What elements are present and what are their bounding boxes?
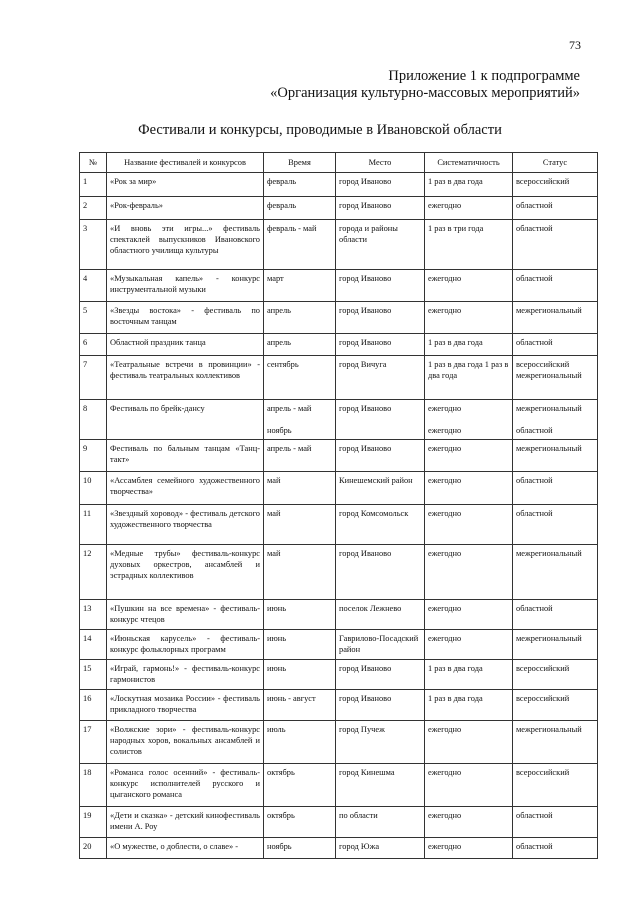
row-number: 16 <box>80 690 107 721</box>
festival-place: город Иваново <box>336 660 425 690</box>
festival-time: ноябрь <box>264 838 336 859</box>
festival-time: июнь <box>264 630 336 660</box>
table-row <box>80 721 598 764</box>
festival-time: июль <box>264 721 336 764</box>
row-number: 1 <box>80 173 107 197</box>
festival-periodicity: ежегодно <box>425 270 513 302</box>
festival-place: город Вичуга <box>336 356 425 400</box>
festival-name: «Музыкальная капель» - конкурс инструментальной музыки <box>107 270 264 302</box>
festival-periodicity: ежегодно <box>425 721 513 764</box>
festival-place: города и районы области <box>336 220 425 270</box>
row-number: 7 <box>80 356 107 400</box>
festival-status: межрегиональный <box>513 630 598 660</box>
festival-place: город Южа <box>336 838 425 859</box>
table-row <box>80 660 598 690</box>
row-number: 4 <box>80 270 107 302</box>
festival-name: «Июньская карусель» - фестиваль-конкурс фольклорных программ <box>107 630 264 660</box>
festival-status: областной <box>513 197 598 220</box>
festival-time: сентябрь <box>264 356 336 400</box>
festival-status: областной <box>513 334 598 356</box>
festival-place: город Пучеж <box>336 721 425 764</box>
table-row <box>80 764 598 807</box>
table-row <box>80 838 598 859</box>
festival-periodicity: ежегодно <box>425 838 513 859</box>
festival-place: город Иваново <box>336 334 425 356</box>
festival-status: всероссийский <box>513 690 598 721</box>
festival-place: город Кинешма <box>336 764 425 807</box>
appendix-header <box>270 68 580 102</box>
festival-status: межрегиональный <box>513 721 598 764</box>
table-row <box>80 630 598 660</box>
festival-status: межрегиональный <box>513 302 598 334</box>
table-row <box>80 302 598 334</box>
festival-name: Фестиваль по брейк-дансу <box>107 400 264 440</box>
festival-name: «Театральные встречи в провинции» - фестиваль театральных коллективов <box>107 356 264 400</box>
festival-periodicity: ежегодно <box>425 302 513 334</box>
festival-time <box>264 400 336 440</box>
festival-status: областной <box>513 505 598 545</box>
festival-time: октябрь <box>264 764 336 807</box>
festival-time: октябрь <box>264 807 336 838</box>
header-name: Название фестивалей и конкурсов <box>107 153 264 173</box>
table-row <box>80 600 598 630</box>
row-number: 14 <box>80 630 107 660</box>
festival-status: межрегиональный <box>513 545 598 600</box>
row-number: 18 <box>80 764 107 807</box>
festival-periodicity: ежегодно <box>425 472 513 505</box>
festival-time: февраль <box>264 197 336 220</box>
festival-status: всероссийский <box>513 660 598 690</box>
row-number: 3 <box>80 220 107 270</box>
festival-status: областной <box>513 220 598 270</box>
festival-status-spring: межрегиональный <box>516 404 582 413</box>
festival-status: всероссийский межрегиональный <box>513 356 598 400</box>
row-number: 11 <box>80 505 107 545</box>
row-number: 12 <box>80 545 107 600</box>
row-number: 6 <box>80 334 107 356</box>
festival-place: город Комсомольск <box>336 505 425 545</box>
festival-time: июнь - август <box>264 690 336 721</box>
festival-time: май <box>264 505 336 545</box>
festival-time: июнь <box>264 600 336 630</box>
festival-periodicity: 1 раз в два года <box>425 660 513 690</box>
festival-name: «Романса голос осенний» - фестиваль-конкурс исполнителей русского и цыганского романса <box>107 764 264 807</box>
festival-status: областной <box>513 472 598 505</box>
document-title: Фестивали и конкурсы, проводимые в Ивановской области <box>138 122 502 138</box>
festival-time: июнь <box>264 660 336 690</box>
festivals-table <box>79 152 598 859</box>
header-periodicity: Систематичность <box>425 153 513 173</box>
table-header-row <box>80 153 598 173</box>
festival-name: «Лоскутная мозаика России» - фестиваль прикладного творчества <box>107 690 264 721</box>
table-row <box>80 545 598 600</box>
festival-place: город Иваново <box>336 400 425 440</box>
festival-name: «Волжские зори» - фестиваль-конкурс народных хоров, вокальных ансамблей и солистов <box>107 721 264 764</box>
table-row <box>80 807 598 838</box>
festival-status: областной <box>513 600 598 630</box>
festival-periodicity: 1 раз в два года <box>425 334 513 356</box>
header-status: Статус <box>513 153 598 173</box>
festival-periodicity: 1 раз в два года 1 раз в два года <box>425 356 513 400</box>
table-row <box>80 440 598 472</box>
table-row <box>80 400 598 440</box>
festival-periodicity: ежегодно <box>425 440 513 472</box>
festival-name: «Рок-февраль» <box>107 197 264 220</box>
festival-periodicity: ежегодно <box>425 807 513 838</box>
festival-place: поселок Лежнево <box>336 600 425 630</box>
festival-status: областной <box>513 270 598 302</box>
table-row <box>80 197 598 220</box>
festival-name: Областной праздник танца <box>107 334 264 356</box>
festival-place: Кинешемский район <box>336 472 425 505</box>
row-number: 8 <box>80 400 107 440</box>
festival-name: «Рок за мир» <box>107 173 264 197</box>
festival-periodicity <box>425 400 513 440</box>
festival-place: город Иваново <box>336 440 425 472</box>
festival-name: «Дети и сказка» - детский кинофестиваль имени А. Роу <box>107 807 264 838</box>
festival-periodicity: 1 раз в два года <box>425 173 513 197</box>
festival-time: февраль <box>264 173 336 197</box>
page-number: 73 <box>569 38 581 52</box>
festival-status: межрегиональный <box>513 440 598 472</box>
festival-place: Гаврилово-Посадский район <box>336 630 425 660</box>
festival-name: «Ассамблея семейного художественного творчества» <box>107 472 264 505</box>
row-number: 17 <box>80 721 107 764</box>
festival-periodicity: ежегодно <box>425 600 513 630</box>
row-number: 5 <box>80 302 107 334</box>
header-number: № <box>80 153 107 173</box>
festival-periodicity: ежегодно <box>425 505 513 545</box>
festival-time: май <box>264 545 336 600</box>
festival-place: по области <box>336 807 425 838</box>
festival-status: всероссийский <box>513 173 598 197</box>
festival-name: «И вновь эти игры...» фестиваль спектаклей выпускников Ивановского областного училища культуры <box>107 220 264 270</box>
festival-name: «Звезды востока» - фестиваль по восточным танцам <box>107 302 264 334</box>
row-number: 13 <box>80 600 107 630</box>
festival-name: «Медные трубы» фестиваль-конкурс духовых оркестров, ансамблей и эстрадных коллективов <box>107 545 264 600</box>
row-number: 2 <box>80 197 107 220</box>
header-time: Время <box>264 153 336 173</box>
festival-status-autumn: областной <box>516 426 553 435</box>
appendix-line-2: «Организация культурно-массовых мероприятий» <box>270 85 580 101</box>
festival-time-autumn: ноябрь <box>267 426 292 435</box>
festival-name: «О мужестве, о доблести, о славе» - <box>107 838 264 859</box>
table-row <box>80 173 598 197</box>
festival-status: всероссийский <box>513 764 598 807</box>
table-row <box>80 220 598 270</box>
festival-periodicity: ежегодно <box>425 764 513 807</box>
row-number: 20 <box>80 838 107 859</box>
festival-time: февраль - май <box>264 220 336 270</box>
festival-place: город Иваново <box>336 690 425 721</box>
festival-status: областной <box>513 838 598 859</box>
table-row <box>80 356 598 400</box>
appendix-line-1: Приложение 1 к подпрограмме <box>388 68 580 84</box>
row-number: 9 <box>80 440 107 472</box>
festival-place: город Иваново <box>336 545 425 600</box>
header-place: Место <box>336 153 425 173</box>
festival-time: апрель <box>264 302 336 334</box>
festival-status <box>513 400 598 440</box>
table-row <box>80 690 598 721</box>
festival-periodicity: 1 раз в три года <box>425 220 513 270</box>
table-row <box>80 472 598 505</box>
festival-place: город Иваново <box>336 173 425 197</box>
festival-periodicity: 1 раз в два года <box>425 690 513 721</box>
festival-name: Фестиваль по бальным танцам «Танц-такт» <box>107 440 264 472</box>
row-number: 10 <box>80 472 107 505</box>
festival-periodicity: ежегодно <box>425 630 513 660</box>
festival-status: областной <box>513 807 598 838</box>
festival-time: март <box>264 270 336 302</box>
festival-periodicity-autumn: ежегодно <box>428 426 462 435</box>
table-row <box>80 270 598 302</box>
festival-periodicity: ежегодно <box>425 545 513 600</box>
festival-time: апрель <box>264 334 336 356</box>
festival-periodicity: ежегодно <box>425 197 513 220</box>
festival-place: город Иваново <box>336 197 425 220</box>
festival-place: город Иваново <box>336 270 425 302</box>
festival-name: «Звездный хоровод» - фестиваль детского художественного творчества <box>107 505 264 545</box>
table-row <box>80 334 598 356</box>
row-number: 19 <box>80 807 107 838</box>
festival-place: город Иваново <box>336 302 425 334</box>
festival-name: «Играй, гармонь!» - фестиваль-конкурс гармонистов <box>107 660 264 690</box>
table-row <box>80 505 598 545</box>
festival-time-spring: апрель - май <box>267 404 312 413</box>
festival-name: «Пушкин на все времена» - фестиваль-конкурс чтецов <box>107 600 264 630</box>
festival-periodicity-spring: ежегодно <box>428 404 462 413</box>
festival-time: апрель - май <box>264 440 336 472</box>
row-number: 15 <box>80 660 107 690</box>
festival-time: май <box>264 472 336 505</box>
